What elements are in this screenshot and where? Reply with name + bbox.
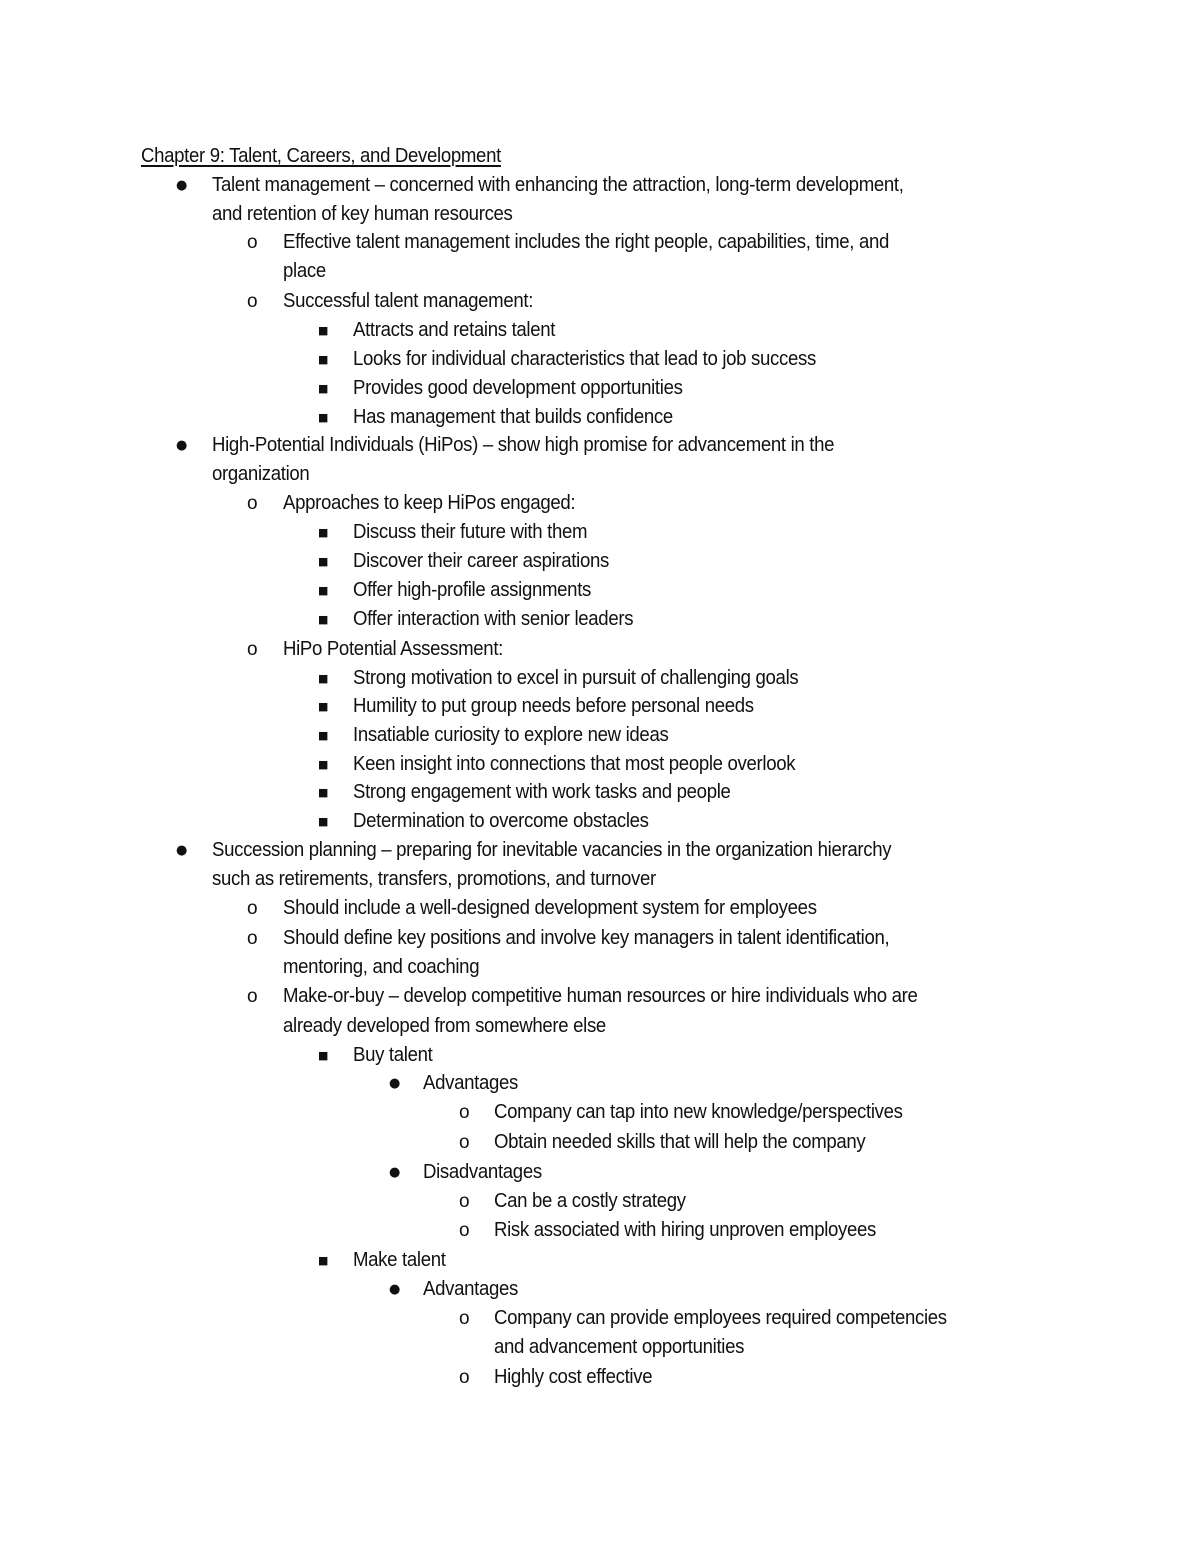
list-item: Should include a well-designed development system for employees: [283, 897, 817, 919]
bullet-disc-icon: ●: [176, 438, 188, 453]
bullet-square-icon: ■: [318, 672, 329, 685]
list-item: Advantages: [423, 1278, 518, 1300]
list-item: Should define key positions and involve key managers in talent identification,: [283, 927, 890, 949]
bullet-disc-icon: ●: [389, 1282, 401, 1297]
bullet-disc-icon: ●: [176, 843, 188, 858]
document-title: Chapter 9: Talent, Careers, and Development: [141, 145, 501, 167]
bullet-circle-icon: o: [247, 986, 258, 1007]
list-item: Looks for individual characteristics that lead to job success: [353, 348, 816, 370]
list-item: Approaches to keep HiPos engaged:: [283, 492, 576, 514]
bullet-square-icon: ■: [318, 729, 329, 742]
list-item: High-Potential Individuals (HiPos) – show high promise for advancement in the: [212, 434, 835, 456]
list-item-continuation: and advancement opportunities: [494, 1336, 745, 1358]
bullet-square-icon: ■: [318, 1254, 329, 1267]
bullet-square-icon: ■: [318, 526, 329, 539]
bullet-circle-icon: o: [459, 1132, 470, 1153]
bullet-square-icon: ■: [318, 353, 329, 366]
list-item: Obtain needed skills that will help the company: [494, 1131, 866, 1153]
list-item: Strong motivation to excel in pursuit of challenging goals: [353, 667, 799, 689]
bullet-square-icon: ■: [318, 584, 329, 597]
list-item-continuation: already developed from somewhere else: [283, 1015, 606, 1037]
bullet-circle-icon: o: [247, 928, 258, 949]
list-item: Discuss their future with them: [353, 521, 588, 543]
bullet-square-icon: ■: [318, 815, 329, 828]
bullet-circle-icon: o: [247, 898, 258, 919]
bullet-circle-icon: o: [459, 1191, 470, 1212]
bullet-square-icon: ■: [318, 700, 329, 713]
list-item-continuation: place: [283, 260, 326, 282]
list-item: Advantages: [423, 1072, 518, 1094]
list-item: Talent management – concerned with enhancing the attraction, long-term development,: [212, 174, 904, 196]
list-item: Risk associated with hiring unproven employees: [494, 1219, 877, 1241]
bullet-circle-icon: o: [247, 232, 258, 253]
bullet-square-icon: ■: [318, 382, 329, 395]
list-item: Has management that builds confidence: [353, 406, 673, 428]
list-item: Strong engagement with work tasks and people: [353, 781, 731, 803]
list-item: Discover their career aspirations: [353, 550, 609, 572]
list-item: Insatiable curiosity to explore new ideas: [353, 724, 669, 746]
list-item: Offer high-profile assignments: [353, 579, 592, 601]
bullet-square-icon: ■: [318, 758, 329, 771]
list-item: Buy talent: [353, 1044, 433, 1066]
bullet-square-icon: ■: [318, 555, 329, 568]
list-item: Humility to put group needs before personal needs: [353, 695, 754, 717]
list-item: Company can provide employees required competencies: [494, 1307, 947, 1329]
list-item-continuation: and retention of key human resources: [212, 203, 513, 225]
bullet-square-icon: ■: [318, 613, 329, 626]
list-item-continuation: such as retirements, transfers, promotions, and turnover: [212, 868, 656, 890]
list-item: Effective talent management includes the right people, capabilities, time, and: [283, 231, 890, 253]
bullet-circle-icon: o: [247, 639, 258, 660]
list-item: Make talent: [353, 1249, 446, 1271]
list-item: Can be a costly strategy: [494, 1190, 686, 1212]
list-item: Determination to overcome obstacles: [353, 810, 649, 832]
bullet-circle-icon: o: [459, 1220, 470, 1241]
list-item: Company can tap into new knowledge/perspectives: [494, 1101, 903, 1123]
bullet-circle-icon: o: [247, 493, 258, 514]
list-item: Offer interaction with senior leaders: [353, 608, 634, 630]
bullet-circle-icon: o: [459, 1102, 470, 1123]
bullet-circle-icon: o: [247, 291, 258, 312]
list-item: Make-or-buy – develop competitive human resources or hire individuals who are: [283, 985, 918, 1007]
list-item-continuation: organization: [212, 463, 310, 485]
bullet-square-icon: ■: [318, 411, 329, 424]
bullet-disc-icon: ●: [389, 1076, 401, 1091]
bullet-square-icon: ■: [318, 786, 329, 799]
list-item: Keen insight into connections that most people overlook: [353, 753, 796, 775]
list-item: HiPo Potential Assessment:: [283, 638, 504, 660]
list-item: Highly cost effective: [494, 1366, 653, 1388]
bullet-disc-icon: ●: [176, 178, 188, 193]
list-item: Disadvantages: [423, 1161, 542, 1183]
bullet-square-icon: ■: [318, 1049, 329, 1062]
list-item: Successful talent management:: [283, 290, 534, 312]
bullet-disc-icon: ●: [389, 1165, 401, 1180]
bullet-square-icon: ■: [318, 324, 329, 337]
bullet-circle-icon: o: [459, 1308, 470, 1329]
list-item: Provides good development opportunities: [353, 377, 683, 399]
list-item: Succession planning – preparing for inevitable vacancies in the organization hierarchy: [212, 839, 892, 861]
list-item: Attracts and retains talent: [353, 319, 556, 341]
bullet-circle-icon: o: [459, 1367, 470, 1388]
list-item-continuation: mentoring, and coaching: [283, 956, 480, 978]
